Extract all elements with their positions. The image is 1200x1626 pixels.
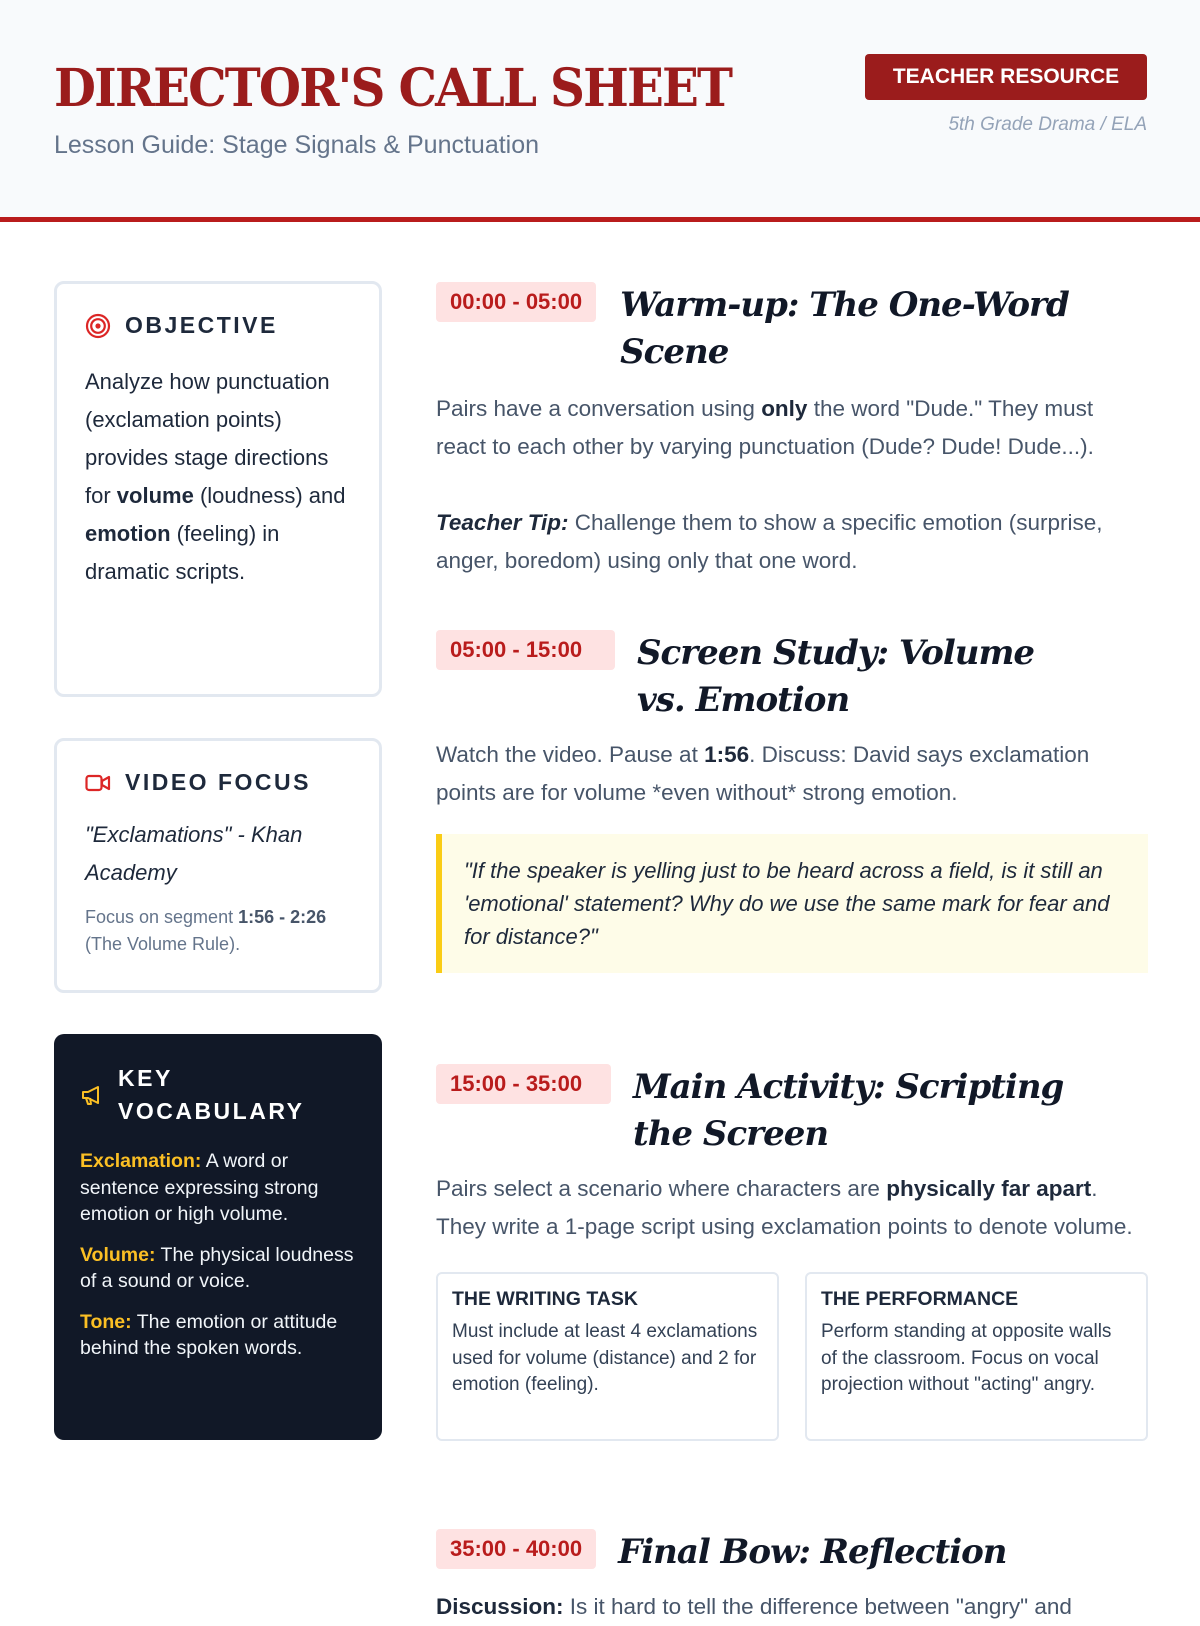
grade-label: 5th Grade Drama / ELA xyxy=(948,114,1147,135)
text-part: Is it hard to tell the difference between "angry" and xyxy=(563,1594,1072,1619)
task-title: THE PERFORMANCE xyxy=(821,1288,1019,1310)
objective-text-part: (loudness) and xyxy=(193,483,346,508)
section-final-bow xyxy=(436,1529,1148,1626)
time-badge: 35:00 - 40:00 xyxy=(436,1529,596,1569)
task-text: Must include at least 4 exclamations used for volume (distance) and 2 for emotion (feeling). xyxy=(452,1321,758,1395)
video-focus-card xyxy=(54,738,382,993)
emphasis: 1:56 xyxy=(704,742,750,767)
objective-text xyxy=(85,363,353,591)
video-note-prefix: Focus on segment xyxy=(85,907,239,927)
video-note-suffix: (The Volume Rule). xyxy=(85,934,241,954)
discussion-label: Discussion: xyxy=(436,1594,564,1619)
section-header xyxy=(436,1064,1148,1158)
vocab-item-exclamation xyxy=(80,1148,358,1228)
section-header xyxy=(436,282,1148,376)
vocab-item-volume xyxy=(80,1242,358,1295)
megaphone-icon xyxy=(80,1083,104,1107)
page-title: DIRECTOR'S CALL SHEET xyxy=(54,58,732,119)
emphasis: only xyxy=(761,396,808,421)
vocab-item-tone xyxy=(80,1309,358,1362)
video-title: "Exclamations" - Khan Academy xyxy=(85,822,303,885)
writing-task-card xyxy=(436,1272,779,1441)
video-heading: VIDEO FOCUS xyxy=(125,769,311,795)
objective-text-part: (feeling) in dramatic scripts. xyxy=(85,521,280,584)
text-part: the word "Dude." They must react to each other by varying punctuation (Dude? Dude! Dude...). xyxy=(436,396,1094,459)
objective-text-part: Analyze how punctuation (exclamation points) provides stage directions for xyxy=(85,369,330,508)
page-subtitle: Lesson Guide: Stage Signals & Punctuation xyxy=(54,131,540,159)
section-description xyxy=(436,736,1148,812)
section-description xyxy=(436,1588,1148,1626)
section-title: Final Bow: Reflection xyxy=(618,1532,1007,1572)
objective-term-emotion: emotion xyxy=(85,521,171,546)
section-main-activity xyxy=(436,1064,1148,1441)
vocab-term: Exclamation: xyxy=(80,1150,202,1172)
vocab-term: Tone: xyxy=(80,1310,132,1333)
emphasis: physically far apart xyxy=(886,1176,1092,1201)
time-badge: 05:00 - 15:00 xyxy=(436,630,615,670)
video-heading-row xyxy=(85,769,353,796)
performance-task-card xyxy=(805,1272,1148,1441)
section-description xyxy=(436,1170,1148,1246)
page-header xyxy=(0,0,1200,222)
target-icon xyxy=(85,313,111,339)
vocabulary-list xyxy=(80,1148,358,1362)
text-part: Pairs have a conversation using xyxy=(436,396,762,421)
section-title: Screen Study: Volume vs. Emotion xyxy=(637,633,1035,720)
text-part: . Discuss: David says exclamation points are for volume *even without* strong emotion. xyxy=(436,742,1090,805)
task-text: Perform standing at opposite walls of the classroom. Focus on vocal projection without "acting" angry. xyxy=(821,1321,1112,1395)
vocab-definition: The emotion or attitude behind the spoken words. xyxy=(80,1310,338,1359)
vocab-definition: A word or sentence expressing strong emotion or high volume. xyxy=(80,1150,319,1225)
video-camera-icon xyxy=(85,772,111,794)
objective-heading: OBJECTIVE xyxy=(125,312,278,338)
objective-heading-row xyxy=(85,312,353,339)
teacher-tip xyxy=(436,504,1148,580)
time-badge: 00:00 - 05:00 xyxy=(436,282,596,322)
teacher-tip-label: Teacher Tip: xyxy=(436,510,569,535)
discussion-quote: "If the speaker is yelling just to be heard across a field, is it still an 'emotional' statement? Why do we use the same mark for fear and for distance?" xyxy=(436,834,1148,973)
objective-card xyxy=(54,281,382,697)
section-header xyxy=(436,1529,1148,1576)
vocab-term: Volume: xyxy=(80,1243,156,1266)
section-title: Main Activity: Scripting the Screen xyxy=(633,1067,1064,1154)
vocabulary-heading: KEY VOCABULARY xyxy=(118,1065,305,1124)
vocab-definition: The physical loudness of a sound or voice. xyxy=(80,1243,354,1292)
teacher-resource-badge: TEACHER RESOURCE xyxy=(865,54,1147,100)
task-title: THE WRITING TASK xyxy=(452,1288,638,1310)
teacher-tip-text: Challenge them to show a specific emotion (surprise, anger, boredom) using only that one word. xyxy=(436,510,1103,573)
section-description xyxy=(436,390,1148,466)
text-part: Watch the video. Pause at xyxy=(436,742,705,767)
video-segment: 1:56 - 2:26 xyxy=(238,907,327,927)
text-part: Pairs select a scenario where characters are xyxy=(436,1176,887,1201)
objective-term-volume: volume xyxy=(116,483,194,508)
section-warm-up xyxy=(436,282,1148,580)
text-part: . They write a 1-page script using exclamation points to denote volume. xyxy=(436,1176,1133,1239)
section-header xyxy=(436,630,1148,724)
section-title: Warm-up: The One-Word Scene xyxy=(620,285,1069,372)
vocabulary-heading-row xyxy=(80,1062,358,1128)
key-vocabulary-card xyxy=(54,1034,382,1440)
section-screen-study xyxy=(436,630,1148,973)
time-badge: 15:00 - 35:00 xyxy=(436,1064,611,1104)
video-segment-note xyxy=(85,904,353,958)
task-cards xyxy=(436,1272,1148,1441)
